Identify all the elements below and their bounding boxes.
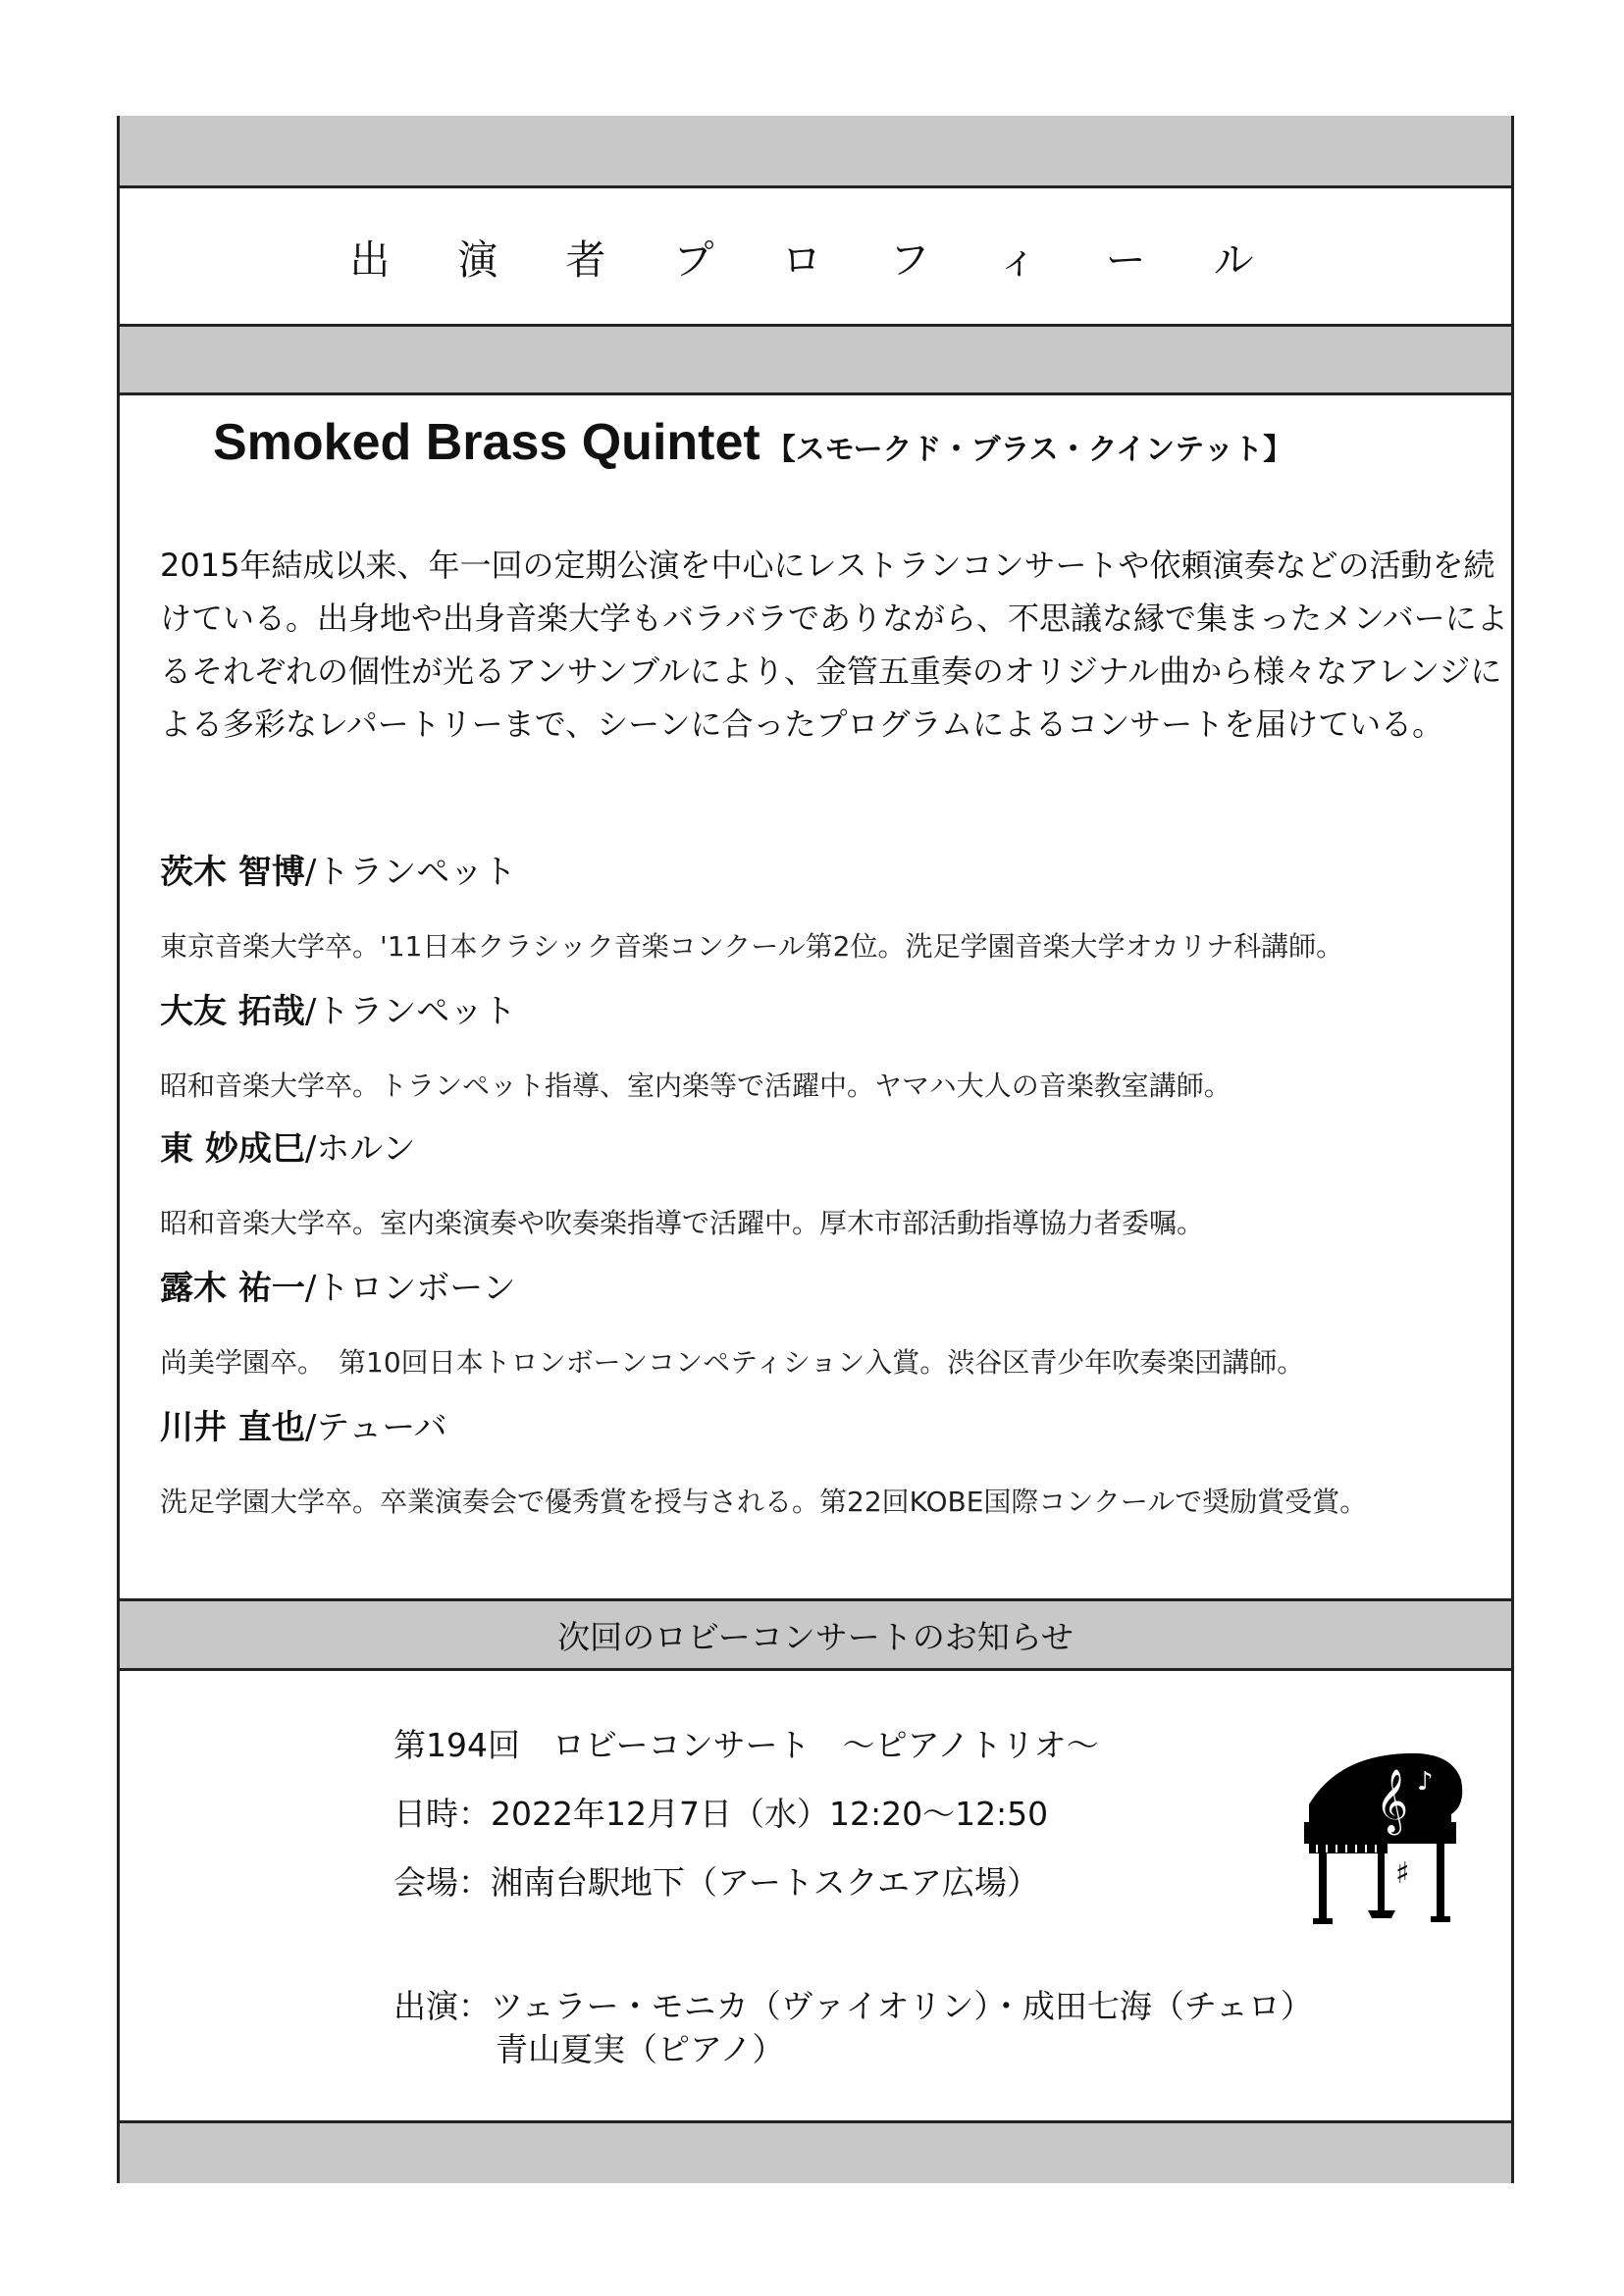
member-desc: 尚美学園卒。 第10回日本トロンボーンコンペティション入賞。渋谷区青少年吹奏楽団講師。 <box>160 1346 1305 1379</box>
group-intro <box>160 539 1514 751</box>
page-frame <box>117 116 1514 2183</box>
title-lower-band <box>120 324 1511 395</box>
member-instrument: /ホルン <box>304 1129 416 1169</box>
notice-heading: 次回のロビーコンサートのお知らせ <box>120 1598 1511 1671</box>
next-concert-performers: 出演：ツェラー・モニカ（ヴァイオリン）・成田七海（チェロ） <box>393 1987 1313 2025</box>
bottom-band <box>120 2120 1511 2183</box>
member-name <box>160 1400 447 1448</box>
intro-line: よる多彩なレパートリーまで、シーンに合ったプログラムによるコンサートを届けている。 <box>160 705 1444 743</box>
member-person: 東 妙成巳 <box>160 1129 305 1169</box>
svg-text:𝄞: 𝄞 <box>1376 1769 1409 1833</box>
svg-text:♯: ♯ <box>1395 1856 1410 1891</box>
group-name <box>213 413 1292 472</box>
member-name <box>160 845 516 893</box>
member-name <box>160 1261 516 1309</box>
next-concert-performers-cont: 青山夏実（ピアノ） <box>496 2030 785 2068</box>
member-desc: 昭和音楽大学卒。室内楽演奏や吹奏楽指導で活躍中。厚木市部活動指導協力者委嘱。 <box>160 1207 1205 1239</box>
intro-line: 2015年結成以来、年一回の定期公演を中心にレストランコンサートや依頼演奏などの活動を続 <box>160 547 1495 584</box>
group-name-text: Smoked Brass Quintet <box>213 414 760 471</box>
intro-line: るそれぞれの個性が光るアンサンブルにより、金管五重奏のオリジナル曲から様々なアレンジに <box>160 652 1502 690</box>
member-name <box>160 984 516 1032</box>
top-band <box>120 116 1511 188</box>
page-title: 出 演 者 プ ロ フ ィ ー ル <box>349 235 1282 284</box>
member-instrument: /テューバ <box>304 1408 447 1447</box>
member-person: 大友 拓哉 <box>160 992 305 1031</box>
group-name-kana: 【スモークド・ブラス・クインテット】 <box>765 433 1293 467</box>
next-concert-datetime: 日時：2022年12月7日（水）12:20～12:50 <box>393 1795 1049 1833</box>
member-instrument: /トランペット <box>304 992 517 1031</box>
intro-line: けている。出身地や出身音楽大学もバラバラでありながら、不思議な縁で集まったメンバーによ <box>160 600 1508 637</box>
member-name <box>160 1122 415 1170</box>
member-desc: 洗足学園大学卒。卒業演奏会で優秀賞を授与される。第22回KOBE国際コンクールで奨励賞受賞。 <box>160 1486 1368 1518</box>
member-person: 川井 直也 <box>160 1408 305 1447</box>
member-desc: 東京音楽大学卒。'11日本クラシック音楽コンクール第2位。洗足学園音楽大学オカリナ科講師。 <box>160 930 1344 963</box>
grand-piano-icon <box>1270 1736 1476 1932</box>
member-person: 茨木 智博 <box>160 853 305 892</box>
next-concert-venue: 会場：湘南台駅地下（アートスクエア広場） <box>393 1863 1040 1902</box>
member-desc: 昭和音楽大学卒。トランペット指導、室内楽等で活躍中。ヤマハ大人の音楽教室講師。 <box>160 1070 1231 1102</box>
svg-text:♪: ♪ <box>1417 1767 1434 1797</box>
member-instrument: /トランペット <box>304 853 517 892</box>
next-concert-title: 第194回 ロビーコンサート ～ピアノトリオ～ <box>393 1726 1099 1764</box>
member-instrument: /トロンボーン <box>304 1269 516 1308</box>
member-person: 露木 祐一 <box>160 1269 305 1308</box>
